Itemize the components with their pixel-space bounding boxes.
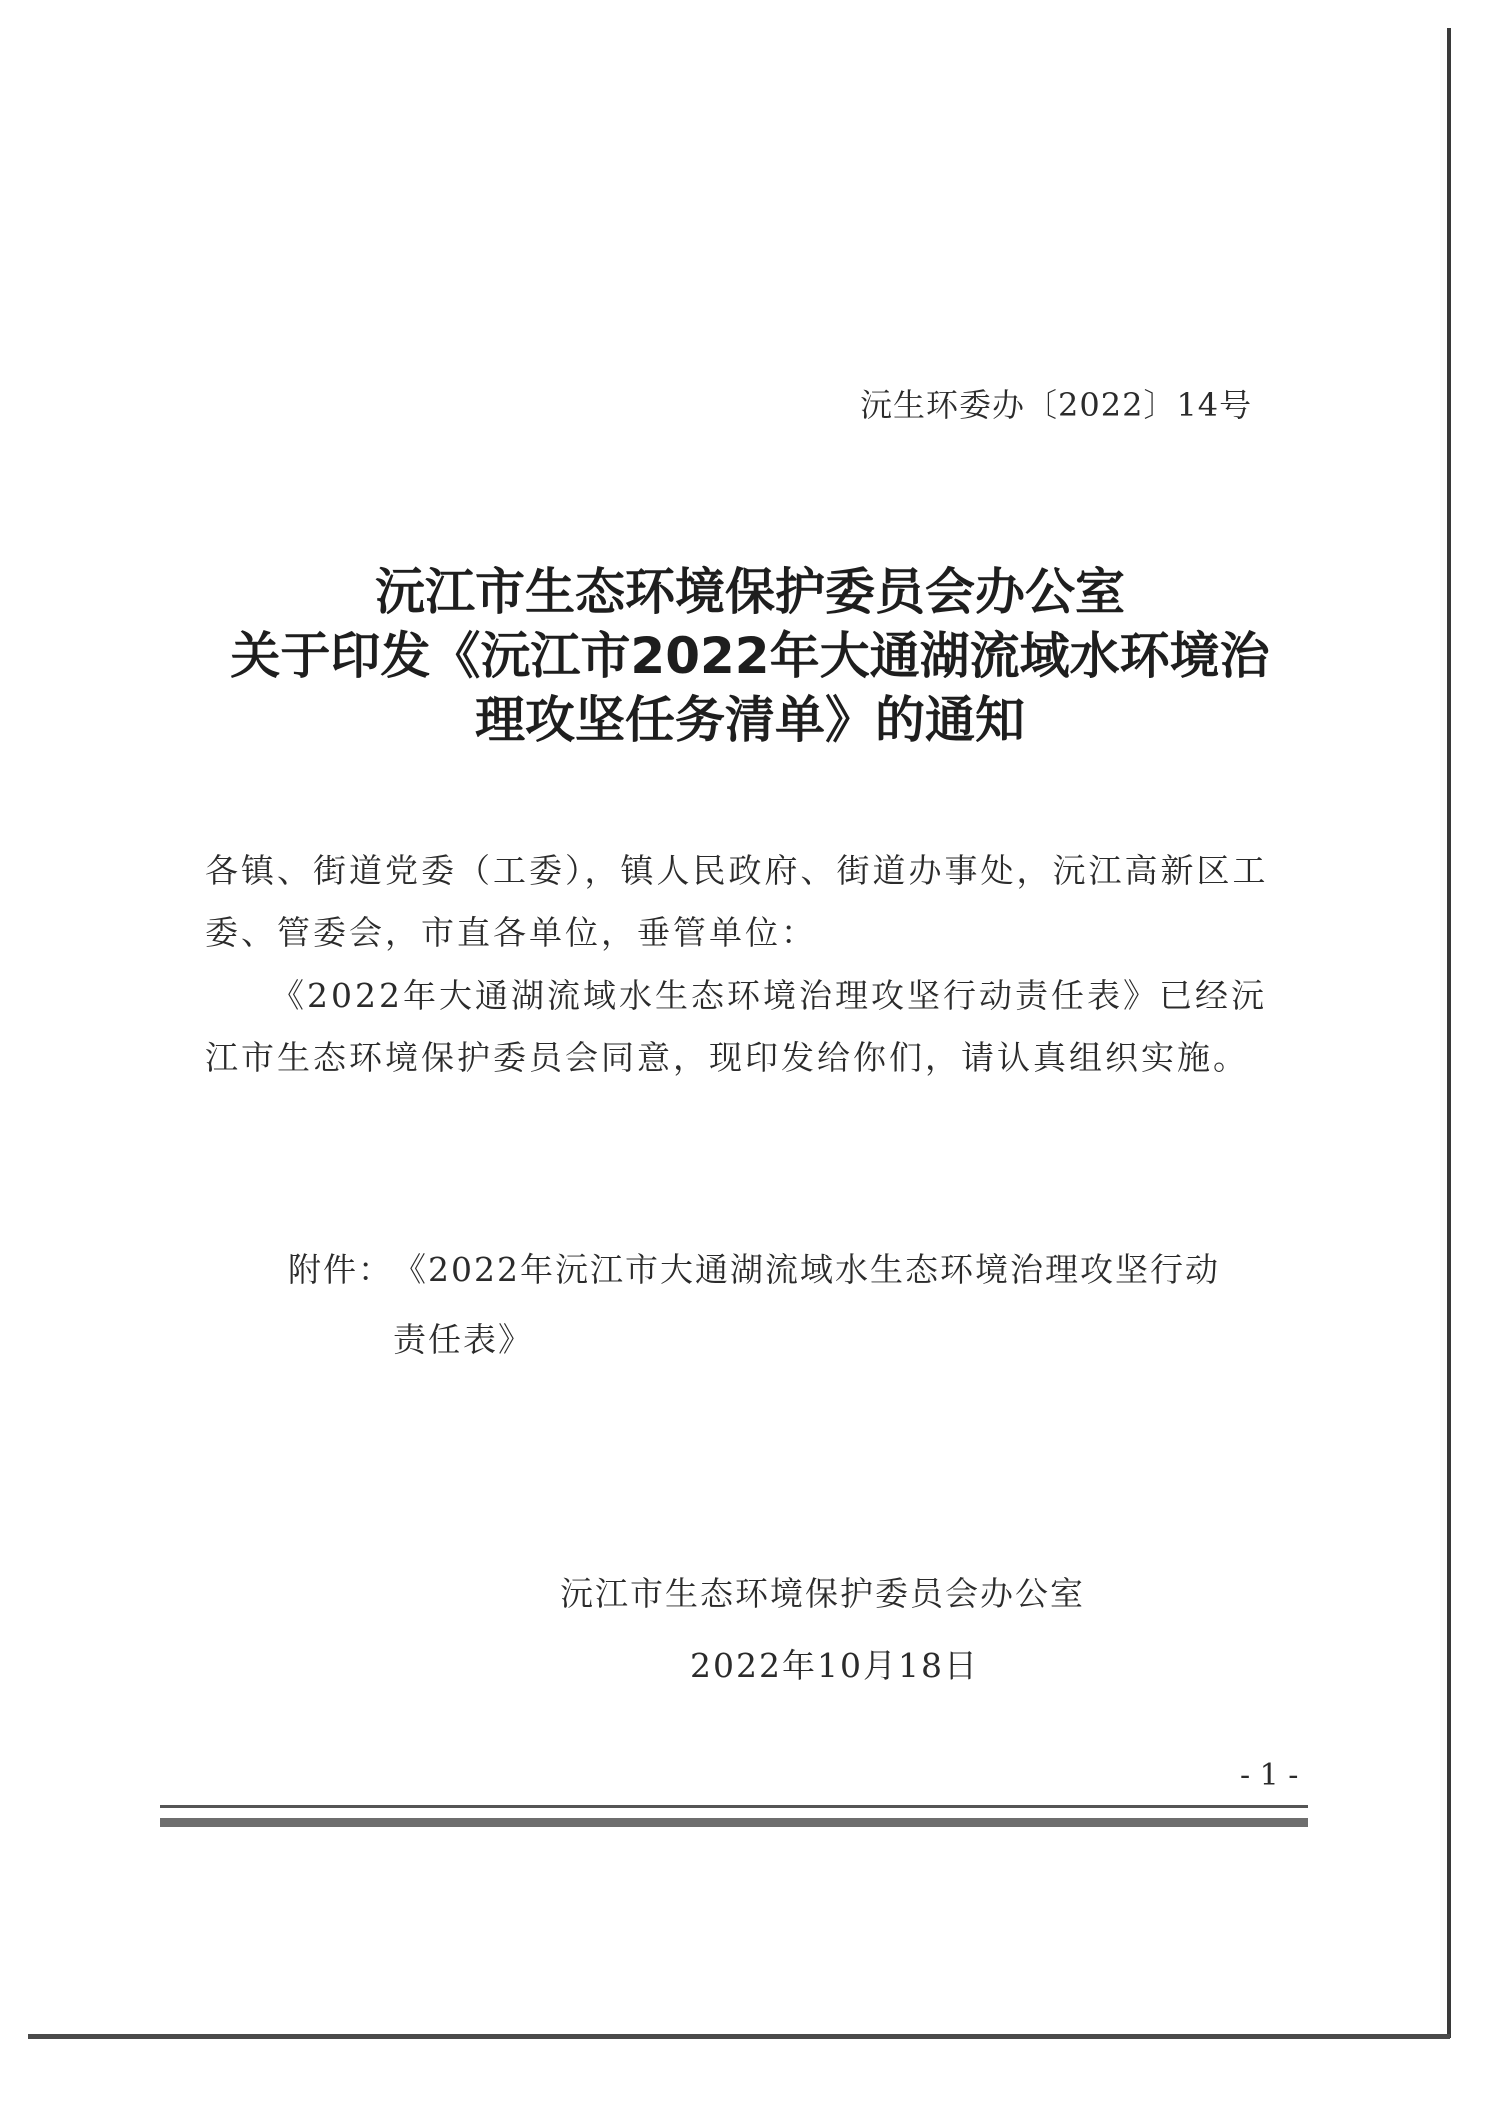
page-number: - 1 - <box>1240 1758 1299 1793</box>
document-title <box>150 560 1350 752</box>
scan-border-bottom <box>28 2034 1450 2039</box>
scan-border-right <box>1447 28 1451 2038</box>
footer-rule-thin <box>160 1805 1308 1808</box>
attachment-title: 《2022年沅江市大通湖流域水生态环境治理攻坚行动责任表》 <box>393 1250 1220 1359</box>
document-number: 沅生环委办〔2022〕14号 <box>860 386 1253 424</box>
body-paragraph: 《2022年大通湖流域水生态环境治理攻坚行动责任表》已经沅江市生态环境保护委员会同意，现印发给你们，请认真组织实施。 <box>205 976 1267 1077</box>
title-line-1: 沅江市生态环境保护委员会办公室 <box>375 563 1125 621</box>
title-line-2: 关于印发《沅江市2022年大通湖流域水环境治 <box>230 627 1270 685</box>
attachment-label: 附件： <box>288 1250 393 1289</box>
salutation: 各镇、街道党委（工委），镇人民政府、街道办事处，沅江高新区工委、管委会，市直各单位，垂管单位： <box>205 851 1269 952</box>
title-line-3: 理攻坚任务清单》的通知 <box>475 691 1025 749</box>
footer-rule-thick <box>160 1818 1308 1827</box>
attachment-line <box>288 1235 1288 1375</box>
signature-date: 2022年10月18日 <box>690 1646 979 1685</box>
signature-organization: 沅江市生态环境保护委员会办公室 <box>560 1574 1085 1613</box>
